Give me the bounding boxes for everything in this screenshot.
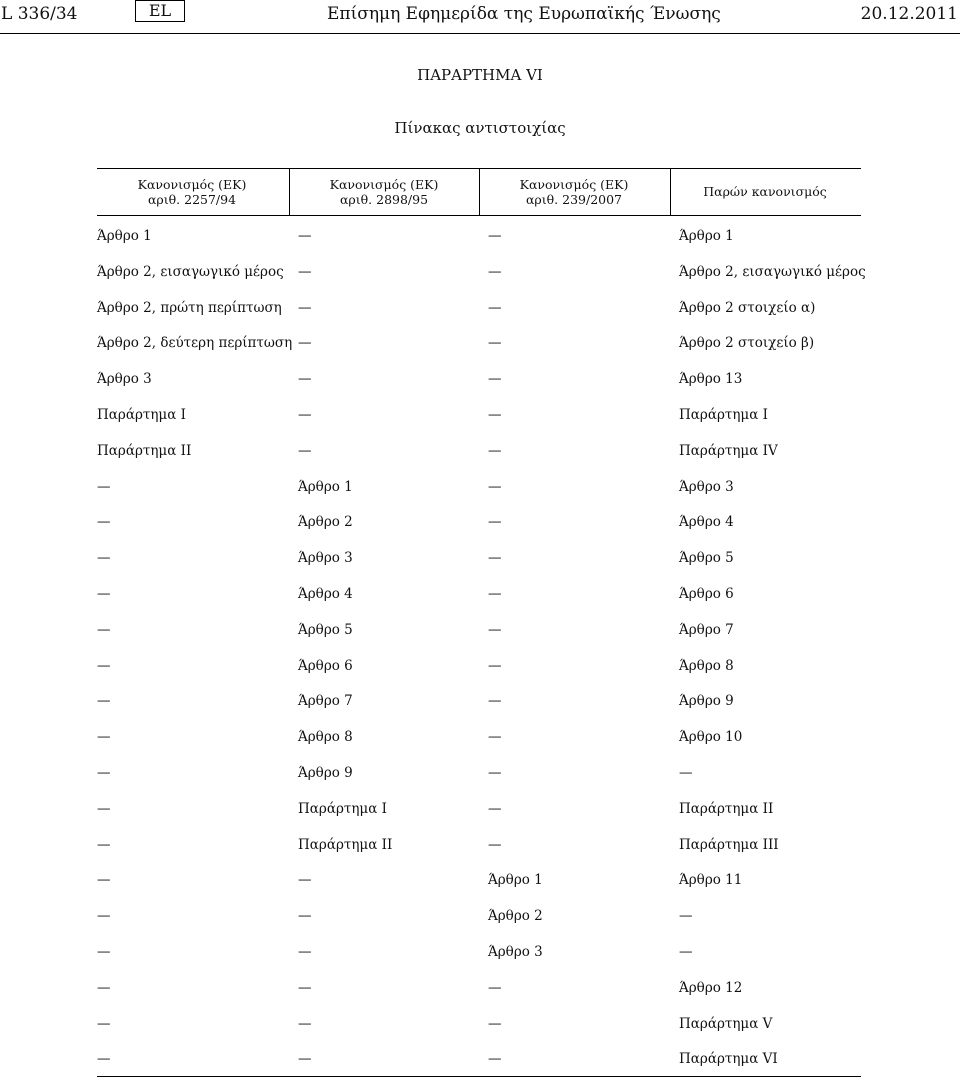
table-row bbox=[97, 657, 861, 693]
publication-date: 20.12.2011 bbox=[860, 4, 958, 24]
table-cell: — bbox=[97, 943, 111, 960]
table-cell: — bbox=[298, 908, 312, 925]
table-cell: Παράρτημα II bbox=[679, 800, 774, 817]
table-row bbox=[97, 442, 861, 478]
table-cell: Άρθρο 9 bbox=[679, 693, 734, 710]
table-row bbox=[97, 728, 861, 764]
table-cell: Άρθρο 1 bbox=[488, 872, 543, 889]
table-cell: — bbox=[97, 764, 111, 781]
table-cell: Παράρτημα I bbox=[298, 800, 387, 817]
column-header-reg-2898-95 bbox=[289, 177, 479, 207]
column-header-line: αριθ. 239/2007 bbox=[525, 192, 623, 207]
table-cell: Άρθρο 2, πρώτη περίπτωση bbox=[97, 299, 282, 316]
table-cell: Άρθρο 8 bbox=[679, 657, 734, 674]
table-cell: — bbox=[298, 943, 312, 960]
table-row bbox=[97, 764, 861, 800]
table-cell: — bbox=[488, 693, 502, 710]
table-row bbox=[97, 227, 861, 263]
table-cell: Άρθρο 1 bbox=[97, 228, 152, 244]
table-cell: — bbox=[488, 800, 502, 817]
table-row bbox=[97, 299, 861, 335]
table-cell: Άρθρο 3 bbox=[97, 371, 152, 388]
table-cell: — bbox=[97, 1015, 111, 1032]
language-badge: EL bbox=[135, 0, 185, 22]
table-cell: — bbox=[97, 872, 111, 889]
table-row bbox=[97, 334, 861, 370]
table-cell: Παράρτημα II bbox=[97, 442, 192, 459]
table-cell: — bbox=[488, 657, 502, 674]
table-cell: — bbox=[298, 335, 312, 352]
table-cell: Άρθρο 2 στοιχείο β) bbox=[679, 335, 815, 352]
table-cell: Άρθρο 4 bbox=[298, 585, 353, 602]
column-header-line: Κανονισμός (ΕΚ) bbox=[519, 177, 629, 192]
correlation-table-body bbox=[97, 227, 866, 1086]
table-cell: Άρθρο 11 bbox=[679, 872, 743, 889]
table-cell: — bbox=[97, 621, 111, 638]
table-cell: — bbox=[97, 514, 111, 531]
table-cell: — bbox=[488, 335, 502, 352]
table-cell: — bbox=[298, 1051, 312, 1068]
table-cell: Άρθρο 2, εισαγωγικό μέρος bbox=[97, 263, 284, 280]
table-cell: — bbox=[97, 729, 111, 746]
table-cell: — bbox=[97, 1051, 111, 1068]
table-row bbox=[97, 871, 861, 907]
table-cell: Άρθρο 6 bbox=[298, 657, 353, 674]
table-cell: Άρθρο 7 bbox=[298, 693, 353, 710]
table-cell: — bbox=[679, 943, 693, 960]
table-cell: — bbox=[488, 371, 502, 388]
table-row bbox=[97, 1015, 861, 1051]
table-row bbox=[97, 478, 861, 514]
table-cell: — bbox=[679, 764, 693, 781]
table-cell: — bbox=[298, 442, 312, 459]
table-cell: Άρθρο 6 bbox=[679, 585, 734, 602]
table-cell: — bbox=[488, 764, 502, 781]
annex-title: ΠΑΡΑΡΤΗΜΑ VI bbox=[417, 66, 543, 84]
table-cell: Άρθρο 12 bbox=[679, 979, 743, 996]
table-cell: — bbox=[97, 478, 111, 495]
table-row bbox=[97, 406, 861, 442]
table-cell: — bbox=[97, 979, 111, 996]
table-row bbox=[97, 692, 861, 728]
table-row bbox=[97, 263, 866, 299]
table-cell: — bbox=[97, 836, 111, 853]
table-cell: Άρθρο 2 στοιχείο α) bbox=[679, 299, 816, 316]
table-row bbox=[97, 1050, 861, 1086]
table-cell: — bbox=[97, 908, 111, 925]
column-header-line: αριθ. 2898/95 bbox=[339, 192, 429, 207]
table-cell: — bbox=[488, 442, 502, 459]
table-cell: — bbox=[97, 657, 111, 674]
table-cell: — bbox=[488, 228, 502, 244]
table-cell: Άρθρο 2, δεύτερη περίπτωση bbox=[97, 335, 293, 352]
column-header-reg-239-2007 bbox=[479, 177, 669, 207]
table-cell: Παράρτημα VI bbox=[679, 1051, 778, 1068]
table-cell: Άρθρο 4 bbox=[679, 514, 734, 531]
table-cell: Άρθρο 3 bbox=[488, 943, 543, 960]
table-cell: — bbox=[488, 621, 502, 638]
table-row bbox=[97, 621, 861, 657]
table-row bbox=[97, 979, 861, 1015]
table-row bbox=[97, 585, 861, 621]
table-cell: — bbox=[488, 729, 502, 746]
table-cell: — bbox=[298, 872, 312, 889]
table-cell: — bbox=[97, 693, 111, 710]
table-cell: — bbox=[488, 406, 502, 423]
table-cell: — bbox=[488, 979, 502, 996]
column-header-line: Κανονισμός (ΕΚ) bbox=[329, 177, 439, 192]
table-cell: — bbox=[488, 550, 502, 567]
table-cell: — bbox=[679, 908, 693, 925]
table-row bbox=[97, 549, 861, 585]
column-header-reg-2257-94 bbox=[97, 177, 287, 207]
table-cell: — bbox=[298, 979, 312, 996]
column-header-line: Κανονισμός (ΕΚ) bbox=[137, 177, 247, 192]
table-cell: Παράρτημα V bbox=[679, 1015, 773, 1032]
table-cell: — bbox=[298, 299, 312, 316]
table-cell: Άρθρο 3 bbox=[298, 550, 353, 567]
table-row bbox=[97, 513, 861, 549]
table-row bbox=[97, 836, 861, 872]
journal-title: Επίσημη Εφημερίδα της Ευρωπαϊκής Ένωσης bbox=[327, 4, 721, 24]
table-cell: Παράρτημα I bbox=[97, 406, 186, 423]
table-row bbox=[97, 943, 861, 979]
table-cell: Παράρτημα IV bbox=[679, 442, 778, 459]
page-header bbox=[0, 0, 960, 34]
table-cell: Άρθρο 10 bbox=[679, 729, 743, 746]
table-cell: Άρθρο 5 bbox=[298, 621, 353, 638]
table-cell: — bbox=[488, 299, 502, 316]
table-cell: Άρθρο 3 bbox=[679, 478, 734, 495]
column-header-present-regulation bbox=[670, 184, 860, 199]
table-cell: Άρθρο 7 bbox=[679, 621, 734, 638]
table-cell: — bbox=[488, 1015, 502, 1032]
table-row bbox=[97, 907, 861, 943]
table-cell: — bbox=[488, 585, 502, 602]
table-title: Πίνακας αντιστοιχίας bbox=[394, 119, 566, 137]
column-header-line: Παρών κανονισμός bbox=[703, 184, 827, 199]
table-cell: Παράρτημα I bbox=[679, 406, 768, 423]
table-cell: — bbox=[97, 550, 111, 567]
table-cell: — bbox=[298, 228, 312, 244]
table-cell: Άρθρο 9 bbox=[298, 764, 353, 781]
table-cell: Άρθρο 5 bbox=[679, 550, 734, 567]
table-cell: Άρθρο 2 bbox=[298, 514, 353, 531]
table-cell: Άρθρο 1 bbox=[298, 478, 353, 495]
table-cell: — bbox=[488, 1051, 502, 1068]
table-cell: Άρθρο 2, εισαγωγικό μέρος bbox=[679, 263, 866, 280]
table-cell: — bbox=[488, 514, 502, 531]
table-cell: Παράρτημα III bbox=[679, 836, 779, 853]
table-cell: Άρθρο 1 bbox=[679, 228, 734, 244]
table-cell: — bbox=[298, 406, 312, 423]
table-cell: — bbox=[488, 263, 502, 280]
table-cell: Άρθρο 2 bbox=[488, 908, 543, 925]
table-cell: — bbox=[488, 478, 502, 495]
table-cell: Παράρτημα II bbox=[298, 836, 393, 853]
table-cell: — bbox=[97, 585, 111, 602]
table-cell: — bbox=[298, 1015, 312, 1032]
table-cell: Άρθρο 13 bbox=[679, 371, 743, 388]
table-cell: Άρθρο 8 bbox=[298, 729, 353, 746]
table-row bbox=[97, 370, 861, 406]
table-row bbox=[97, 800, 861, 836]
table-cell: — bbox=[298, 371, 312, 388]
page-reference: L 336/34 bbox=[1, 4, 78, 24]
table-cell: — bbox=[298, 263, 312, 280]
column-header-line: αριθ. 2257/94 bbox=[147, 192, 237, 207]
table-cell: — bbox=[97, 800, 111, 817]
table-cell: — bbox=[488, 836, 502, 853]
